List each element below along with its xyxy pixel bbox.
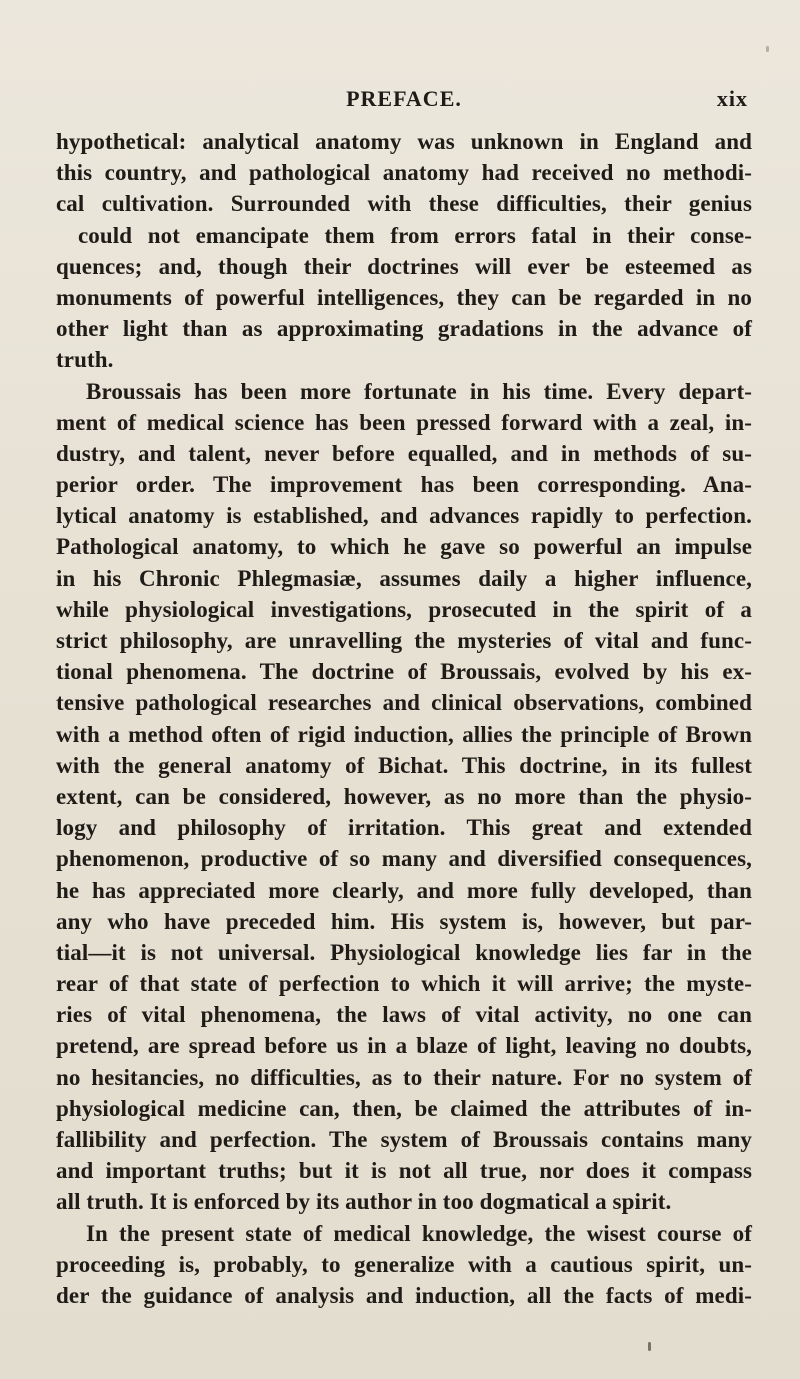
text-line: hypothetical: analytical anatomy was unknown in England and [56,129,752,154]
paragraph-start-line: Broussais has been more fortunate in his time. Every depart- [86,378,752,404]
text-line: no hesitancies, no difficulties, as to their nature. For no system of [56,1064,752,1090]
text-line: other light than as approximating gradations in the advance of [56,316,752,342]
text-line: rear of that state of perfection to which it will arrive; the myste- [56,971,752,997]
text-line: phenomenon, productive of so many and diversified consequences, [56,846,752,872]
text-line: dustry, and talent, never before equalled, and in methods of su- [56,440,752,466]
text-line: truth. [56,347,114,373]
text-line: pretend, are spread before us in a blaze of light, leaving no doubts, [56,1033,752,1059]
text-line: fallibility and perfection. The system of Broussais contains many [56,1127,752,1152]
text-line: extent, can be considered, however, as no more than the physio- [56,783,752,809]
text-line: with the general anatomy of Bichat. This doctrine, in its fullest [56,752,752,778]
text-line: all truth. It is enforced by its author in too dogmatical a spirit. [56,1189,672,1215]
text-line: while physiological investigations, prosecuted in the spirit of a [56,596,752,622]
text-line: tial—it is not universal. Physiological knowledge lies far in the [56,939,752,965]
text-line: any who have preceded him. His system is, however, but par- [56,908,752,934]
text-line: ment of medical science has been pressed forward with a zeal, in- [56,409,752,435]
text-line: and important truths; but it is not all true, nor does it compass [56,1158,752,1184]
running-head [56,86,752,120]
body-text [56,126,752,1311]
text-line: cal cultivation. Surrounded with these difficulties, their genius [56,191,752,217]
text-line: perior order. The improvement has been corresponding. Ana- [56,472,752,498]
text-line: der the guidance of analysis and induction, all the facts of medi- [56,1282,752,1308]
running-title: PREFACE. [346,86,462,111]
text-line: strict philosophy, are unravelling the mysteries of vital and func- [56,628,752,653]
text-line: lytical anatomy is established, and advances rapidly to perfection. [56,503,752,529]
text-line: he has appreciated more clearly, and more fully developed, than [56,877,752,903]
text-line: this country, and pathological anatomy had received no methodi- [56,160,752,186]
text-line: ries of vital phenomena, the laws of vital activity, no one can [56,1002,752,1028]
text-line: tensive pathological researches and clinical observations, combined [56,690,752,716]
text-line: in his Chronic Phlegmasiæ, assumes daily a higher influence, [56,565,752,591]
text-line: could not emancipate them from errors fatal in their conse- [78,222,752,248]
page-number: xix [716,86,748,111]
text-line: quences; and, though their doctrines will ever be esteemed as [56,253,752,279]
text-line: proceeding is, probably, to generalize with a cautious spirit, un- [56,1251,752,1277]
text-line: physiological medicine can, then, be claimed the attributes of in- [56,1095,752,1121]
ink-speck [766,46,769,52]
text-line: with a method often of rigid induction, allies the principle of Brown [56,721,752,747]
text-line: monuments of powerful intelligences, they can be regarded in no [56,284,752,310]
ink-speck [648,1342,651,1351]
text-line: tional phenomena. The doctrine of Broussais, evolved by his ex- [56,659,752,685]
text-line: logy and philosophy of irritation. This great and extended [56,815,752,841]
text-line: Pathological anatomy, to which he gave so powerful an impulse [56,534,752,560]
paragraph-start-line: In the present state of medical knowledge, the wisest course of [86,1220,752,1246]
